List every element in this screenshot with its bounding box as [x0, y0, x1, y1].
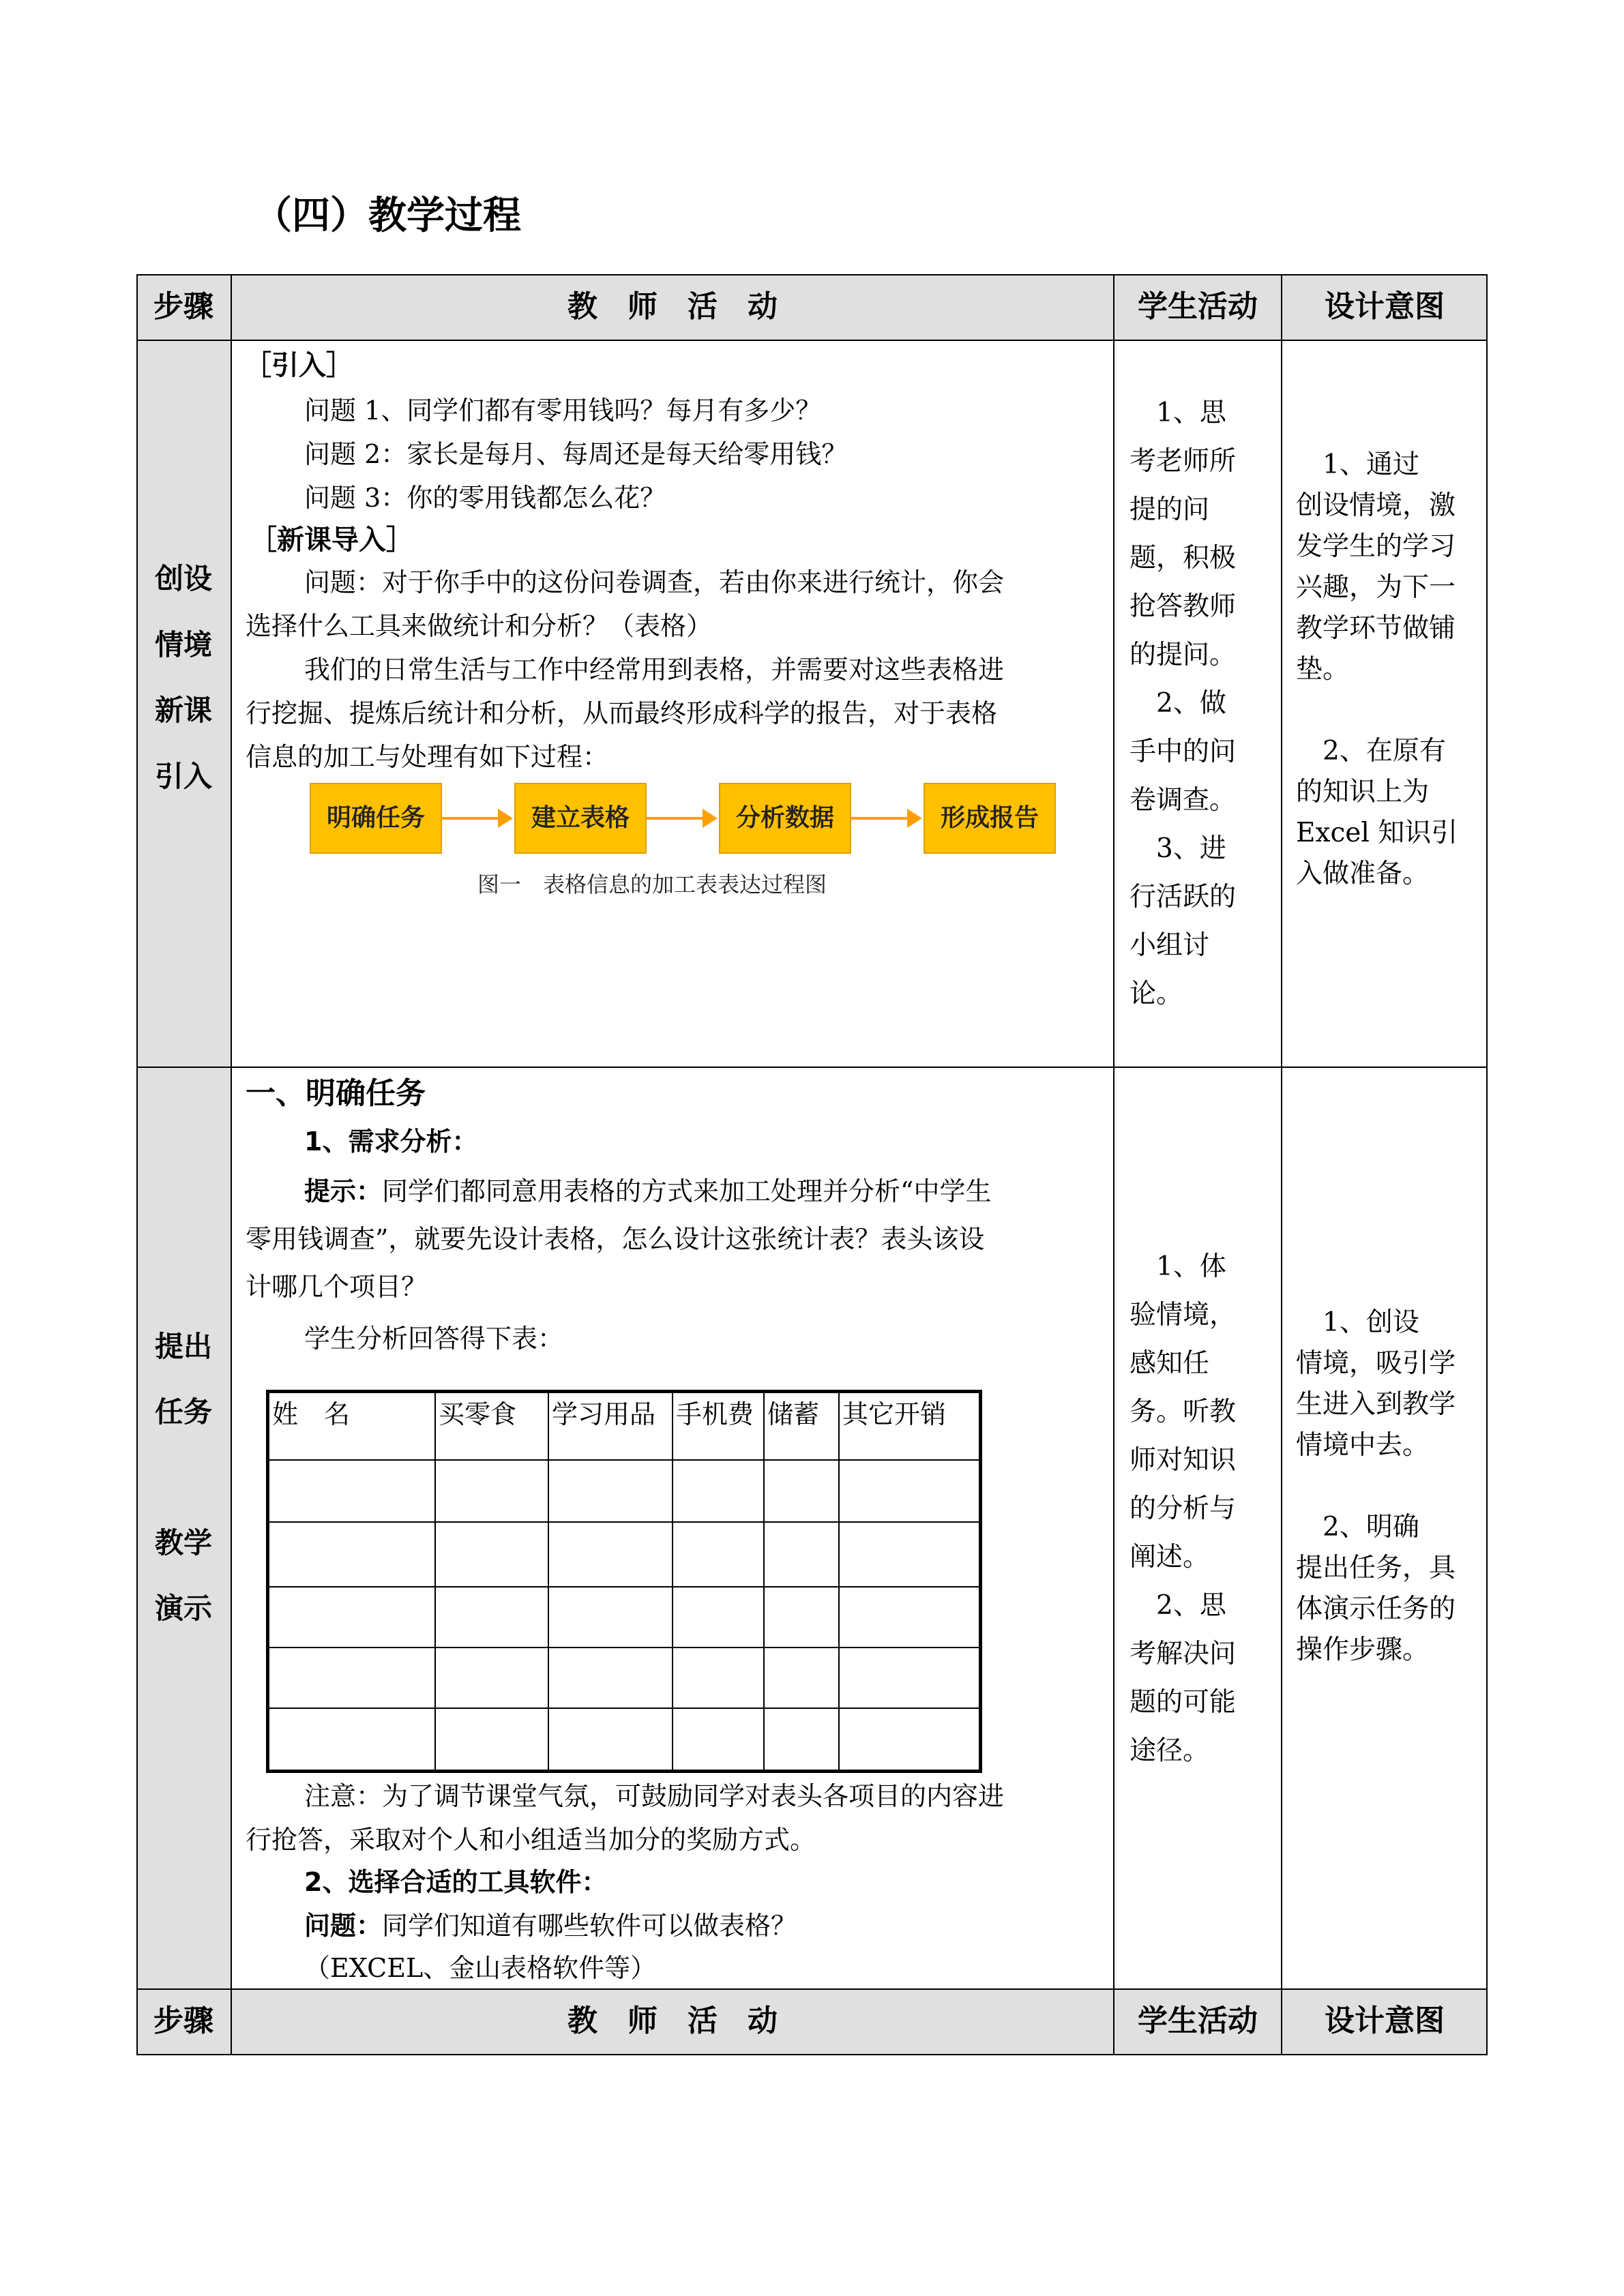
new-lesson-para1-line2: 选择什么工具来做统计和分析？（表格）: [246, 611, 713, 641]
row2-design-spacer: [1296, 1466, 1480, 1507]
row2-step-line-4: 教学: [154, 1526, 212, 1560]
survey-header-phone: 手机费: [673, 1392, 764, 1461]
answer2-line: （EXCEL、金山表格软件等）: [304, 1953, 657, 1983]
row2-design-line: 体演示任务的: [1296, 1594, 1456, 1624]
survey-cell: [764, 1648, 839, 1708]
flow-step-define-task: 明确任务: [310, 783, 442, 854]
header-step: 步骤: [153, 289, 213, 324]
new-lesson-para2-line1: 我们的日常生活与工作中经常用到表格，并需要对这些表格进: [304, 655, 1005, 685]
row-divider-header: [136, 340, 1488, 341]
row1-student-line: 卷调查。: [1130, 785, 1237, 816]
row1-design-line: 兴趣，为下一: [1296, 572, 1456, 603]
section-heading: 一、明确任务: [246, 1076, 426, 1111]
table-border-left: [136, 274, 138, 2055]
row2-step-line-5: 演示: [154, 1592, 212, 1625]
survey-cell: [435, 1708, 548, 1772]
survey-cell: [435, 1522, 548, 1587]
note-line-1: 注意：为了调节课堂气氛，可鼓励同学对表头各项目的内容进: [304, 1781, 1005, 1811]
note-line-2: 行抢答，采取对个人和小组适当加分的奖励方式。: [246, 1825, 816, 1855]
header-student-activity: 学生活动: [1138, 289, 1258, 324]
question-text: 同学们知道有哪些软件可以做表格？: [382, 1911, 797, 1941]
row1-step-line-3: 新课: [154, 694, 212, 727]
row1-step-line-2: 情境: [154, 628, 212, 661]
row2-step-line-2: 任务: [154, 1395, 212, 1429]
intro-question-1: 问题 1、同学们都有零用钱吗？每月有多少？: [304, 396, 822, 426]
row1-design-line: 垫。: [1296, 654, 1350, 685]
survey-cell: [839, 1587, 981, 1648]
row1-student-line: 行活跃的: [1130, 882, 1237, 912]
survey-cell: [673, 1648, 764, 1708]
survey-cell: [673, 1460, 764, 1522]
survey-header-other: 其它开销: [839, 1392, 981, 1461]
survey-cell: [839, 1708, 981, 1772]
header-design-intent: 设计意图: [1325, 289, 1445, 324]
row1-design-spacer: [1296, 690, 1480, 731]
row2-step-line-1: 提出: [154, 1330, 212, 1363]
row1-design-intent: [1296, 445, 1480, 895]
survey-cell: [673, 1522, 764, 1587]
survey-cell: [764, 1587, 839, 1648]
row1-student-line: 考老师所: [1130, 446, 1237, 477]
survey-cell: [435, 1460, 548, 1522]
hint-label: 提示：: [304, 1176, 383, 1206]
row1-design-line: 教学环节做铺: [1296, 613, 1456, 644]
row2-student-line: 2、思: [1130, 1590, 1226, 1621]
row1-step-line-1: 创设: [154, 562, 212, 595]
row2-student-line: 验情境，: [1130, 1300, 1237, 1330]
answer-line: 学生分析回答得下表：: [304, 1324, 564, 1354]
survey-empty-row: [268, 1587, 981, 1648]
row1-student-line: 题，积极: [1130, 543, 1237, 573]
survey-cell: [268, 1522, 436, 1587]
row2-student-activity: [1130, 1242, 1275, 1775]
row2-student-line: 考解决问: [1130, 1639, 1237, 1669]
flow-step-build-table: 建立表格: [514, 783, 647, 854]
survey-cell: [764, 1522, 839, 1587]
row1-student-line: 抢答教师: [1130, 591, 1237, 622]
row2-student-line: 感知任: [1130, 1348, 1210, 1379]
survey-cell: [268, 1708, 436, 1772]
survey-cell: [839, 1648, 981, 1708]
flow-step-analyze-data: 分析数据: [719, 783, 851, 854]
survey-cell: [548, 1708, 673, 1772]
row2-student-line: 师对知识: [1130, 1445, 1237, 1476]
hint-line-1: [304, 1167, 991, 1215]
row2-design-line: 1、创设: [1296, 1307, 1419, 1338]
header-teacher-activity: 教 师 活 动: [567, 289, 778, 324]
footer-header-step: 步骤: [153, 2003, 213, 2038]
survey-cell: [548, 1648, 673, 1708]
col-divider-step: [231, 274, 232, 2055]
row1-student-line: 论。: [1130, 979, 1183, 1009]
footer-header-teacher-activity: 教 师 活 动: [567, 2003, 778, 2038]
row2-design-line: 情境中去。: [1296, 1430, 1430, 1461]
row2-design-intent: [1296, 1302, 1480, 1671]
row2-student-line: 阐述。: [1130, 1542, 1210, 1572]
sub-heading-2: 2、选择合适的工具软件：: [304, 1867, 608, 1897]
intro-question-3: 问题 3：你的零用钱都怎么花？: [304, 483, 666, 513]
row2-student-line: 的分析与: [1130, 1493, 1237, 1524]
survey-header-snacks: 买零食: [435, 1392, 548, 1461]
new-lesson-para2-line3: 信息的加工与处理有如下过程：: [246, 742, 609, 772]
survey-header-supplies: 学习用品: [548, 1392, 673, 1461]
hint-line-2: 零用钱调查”，就要先设计表格，怎么设计这张统计表？表头该设: [246, 1224, 985, 1254]
row1-student-line: 3、进: [1130, 833, 1226, 864]
survey-cell: [764, 1460, 839, 1522]
row1-design-line: 发学生的学习: [1296, 531, 1456, 562]
survey-empty-row: [268, 1460, 981, 1522]
row1-design-line: Excel 知识引: [1296, 818, 1458, 848]
row1-design-line: 1、通过: [1296, 449, 1419, 480]
row2-student-line: 题的可能: [1130, 1687, 1237, 1718]
row2-design-line: 生进入到教学: [1296, 1389, 1456, 1420]
survey-cell: [673, 1587, 764, 1648]
survey-cell: [548, 1460, 673, 1522]
survey-cell: [268, 1460, 436, 1522]
flow-step-form-report: 形成报告: [924, 783, 1056, 854]
question-label: 问题：: [304, 1911, 383, 1941]
row1-student-line: 2、做: [1130, 688, 1226, 719]
row1-student-line: 手中的问: [1130, 736, 1237, 767]
row2-design-line: 操作步骤。: [1296, 1635, 1430, 1665]
row1-design-line: 2、在原有: [1296, 736, 1446, 766]
flow-arrow-1: [442, 817, 510, 820]
row1-design-line: 创设情境，激: [1296, 490, 1456, 521]
table-border-bottom: [136, 2054, 1488, 2055]
row2-design-line: 情境，吸引学: [1296, 1348, 1456, 1379]
survey-cell: [548, 1587, 673, 1648]
survey-table: [266, 1390, 982, 1773]
question-line: [304, 1904, 797, 1948]
flow-arrow-3: [851, 817, 919, 820]
row1-design-line: 入做准备。: [1296, 859, 1430, 889]
page-title: （四）教学过程: [254, 194, 521, 238]
row2-student-line: 务。听教: [1130, 1397, 1237, 1427]
row1-student-line: 小组讨: [1130, 930, 1210, 961]
row1-step-line-4: 引入: [154, 760, 212, 793]
lesson-process-table: [136, 274, 1488, 2055]
row2-design-line: 提出任务，具: [1296, 1553, 1456, 1583]
row1-student-line: 1、思: [1130, 398, 1226, 428]
survey-header-row: [268, 1392, 981, 1461]
hint-line-3: 计哪几个项目？: [246, 1272, 428, 1302]
table-border-right: [1486, 274, 1488, 2055]
intro-question-2: 问题 2：家长是每月、每周还是每天给零用钱？: [304, 439, 848, 469]
sub-heading-1: 1、需求分析：: [304, 1127, 478, 1157]
footer-header-student-activity: 学生活动: [1138, 2003, 1258, 2038]
row1-student-line: 提的问: [1130, 494, 1210, 525]
row1-student-line: 的提问。: [1130, 640, 1237, 670]
row1-design-line: 的知识上为: [1296, 777, 1430, 807]
figure-caption: 图一 表格信息的加工表表达过程图: [477, 871, 827, 897]
survey-cell: [435, 1648, 548, 1708]
row2-student-line: 途径。: [1130, 1735, 1210, 1766]
survey-empty-row: [268, 1648, 981, 1708]
row2-design-line: 2、明确: [1296, 1512, 1419, 1542]
new-lesson-heading: ［新课导入］: [250, 524, 413, 556]
new-lesson-para2-line2: 行挖掘、提炼后统计和分析，从而最终形成科学的报告，对于表格: [246, 698, 998, 728]
survey-header-savings: 储蓄: [764, 1392, 839, 1461]
col-divider-student: [1281, 274, 1282, 2055]
survey-empty-row: [268, 1708, 981, 1772]
hint-text: 同学们都同意用表格的方式来加工处理并分析“中学生: [382, 1176, 992, 1206]
intro-heading: ［引入］: [244, 350, 353, 381]
survey-cell: [764, 1708, 839, 1772]
flow-arrow-2: [647, 817, 715, 820]
survey-header-name: 姓 名: [268, 1392, 436, 1461]
survey-cell: [839, 1460, 981, 1522]
survey-empty-row: [268, 1522, 981, 1587]
survey-cell: [673, 1708, 764, 1772]
col-divider-teacher: [1113, 274, 1114, 2055]
survey-cell: [548, 1522, 673, 1587]
survey-cell: [435, 1587, 548, 1648]
new-lesson-para1-line1: 问题：对于你手中的这份问卷调查，若由你来进行统计，你会: [304, 567, 1005, 597]
row2-student-line: 1、体: [1130, 1251, 1226, 1282]
row1-student-activity: [1130, 389, 1275, 1018]
survey-cell: [839, 1522, 981, 1587]
survey-cell: [268, 1587, 436, 1648]
survey-cell: [268, 1648, 436, 1708]
footer-header-design-intent: 设计意图: [1325, 2003, 1445, 2038]
